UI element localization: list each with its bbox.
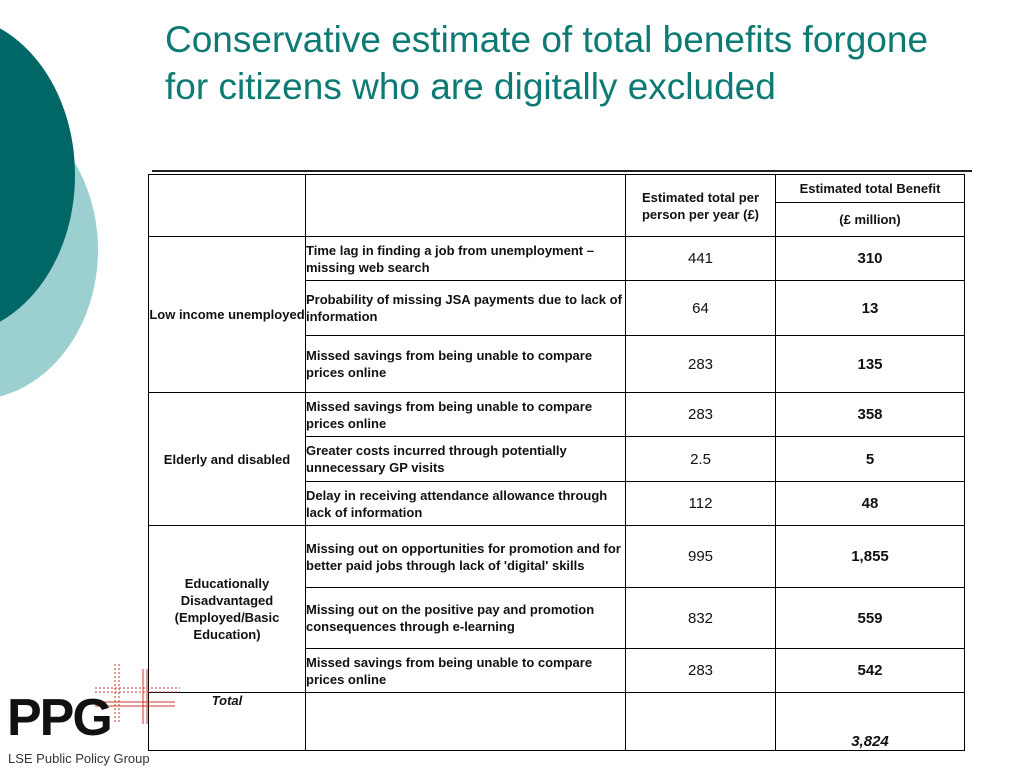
slide-title: Conservative estimate of total benefits forgone for citizens who are digitally excluded [165, 19, 929, 107]
table-row [149, 526, 965, 588]
row-per-person: 283 [626, 393, 776, 437]
total-empty-per-person [626, 693, 776, 751]
total-empty-desc [306, 693, 626, 751]
header-total-benefit: Estimated total Benefit [776, 175, 965, 203]
header-row [149, 175, 965, 203]
header-empty-desc [306, 175, 626, 237]
row-benefit: 135 [776, 336, 965, 393]
benefits-table [148, 174, 965, 751]
row-per-person: 283 [626, 649, 776, 693]
total-label: Total [149, 693, 306, 751]
logo-subtitle: LSE Public Policy Group [8, 751, 150, 766]
row-description: Missing out on the positive pay and promotion consequences through e-learning [306, 588, 626, 649]
group-label: Educationally Disadvantaged (Employed/Basic Education) [149, 526, 306, 693]
group-label: Elderly and disabled [149, 393, 306, 526]
row-description: Probability of missing JSA payments due to lack of information [306, 281, 626, 336]
header-empty-group [149, 175, 306, 237]
row-benefit: 13 [776, 281, 965, 336]
row-per-person: 441 [626, 237, 776, 281]
row-description: Delay in receiving attendance allowance through lack of information [306, 482, 626, 526]
row-per-person: 995 [626, 526, 776, 588]
row-benefit: 1,855 [776, 526, 965, 588]
row-benefit: 358 [776, 393, 965, 437]
header-total-unit: (£ million) [776, 203, 965, 237]
total-row [149, 693, 965, 751]
row-per-person: 832 [626, 588, 776, 649]
row-benefit: 542 [776, 649, 965, 693]
row-description: Greater costs incurred through potentially unnecessary GP visits [306, 437, 626, 482]
title-divider [152, 170, 972, 172]
row-per-person: 64 [626, 281, 776, 336]
row-per-person: 283 [626, 336, 776, 393]
table-row [149, 393, 965, 437]
header-per-person: Estimated total per person per year (£) [626, 175, 776, 237]
total-value: 3,824 [776, 693, 965, 751]
row-description: Missed savings from being unable to compare prices online [306, 649, 626, 693]
row-benefit: 48 [776, 482, 965, 526]
row-description: Time lag in finding a job from unemployment – missing web search [306, 237, 626, 281]
row-description: Missed savings from being unable to compare prices online [306, 393, 626, 437]
row-description: Missing out on opportunities for promotion and for better paid jobs through lack of 'digital' skills [306, 526, 626, 588]
row-per-person: 112 [626, 482, 776, 526]
row-per-person: 2.5 [626, 437, 776, 482]
group-label: Low income unemployed [149, 237, 306, 393]
row-benefit: 5 [776, 437, 965, 482]
row-benefit: 310 [776, 237, 965, 281]
table-row [149, 237, 965, 281]
logo-wordmark: PPG [7, 689, 111, 747]
row-benefit: 559 [776, 588, 965, 649]
row-description: Missed savings from being unable to compare prices online [306, 336, 626, 393]
